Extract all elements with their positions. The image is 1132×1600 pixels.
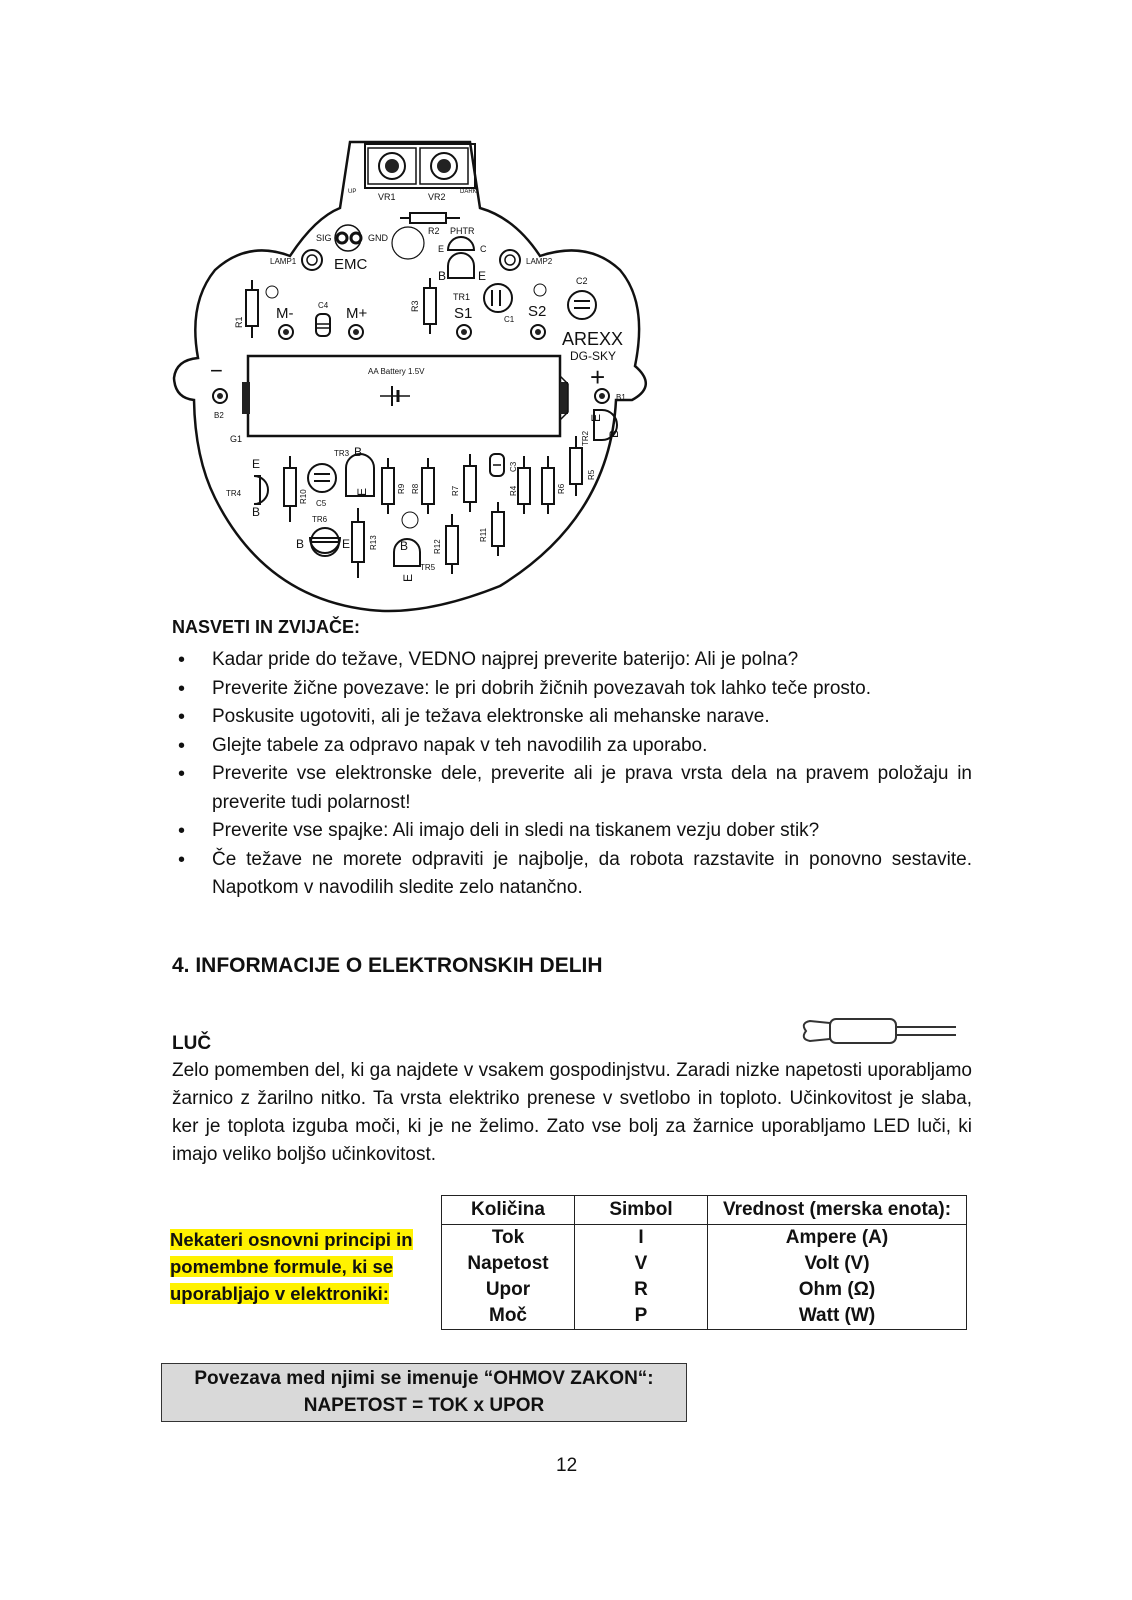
table-cell: Ampere (A) xyxy=(708,1225,967,1252)
pcb-label: R7 xyxy=(451,485,460,496)
luc-heading: LUČ xyxy=(172,1033,212,1054)
table-row xyxy=(442,1225,967,1252)
table-cell: Tok xyxy=(442,1225,575,1252)
pcb-label: S2 xyxy=(528,303,547,320)
column-header: Simbol xyxy=(575,1196,708,1225)
list-item: • Poskusite ugotoviti, ali je težava elektronske ali mehanske narave. xyxy=(172,703,972,732)
pcb-label: E xyxy=(355,487,369,496)
tips-heading: NASVETI IN ZVIJAČE: xyxy=(172,617,361,637)
pcb-label: TR6 xyxy=(312,515,328,524)
list-item: • Preverite vse elektronske dele, preverite ali je prava vrsta dela na pravem položaju in preverite tudi polarnost! xyxy=(172,760,972,817)
pcb-label: UP xyxy=(348,189,357,195)
column-header: Količina xyxy=(442,1196,575,1225)
luc-paragraph: Zelo pomemben del, ki ga najdete v vsakem gospodinjstvu. Zaradi nizke napetosti uporabljamo žarnico z žarilno nitko. Ta vrsta elektriko prenese v svetlobo in toploto. Učinkovitost je slaba, ker je toplota izguba moči, ki je ne želimo. Zato vse bolj za žarnice uporabljamo LED luči, ki imajo veliko boljšo učinkovitost. xyxy=(172,1060,972,1165)
table-cell: Watt (W) xyxy=(708,1303,967,1330)
pcb-label: B xyxy=(354,445,363,459)
pcb-label: R5 xyxy=(587,469,596,480)
table-row xyxy=(442,1277,967,1303)
ohm-law-box xyxy=(161,1363,687,1422)
ohm-law-line1: Povezava med njimi se imenuje “OHMOV ZAKON“: xyxy=(194,1368,654,1389)
table-header-row xyxy=(442,1196,967,1225)
section-heading: 4. INFORMACIJE O ELEKTRONSKIH DELIH xyxy=(172,954,603,977)
pcb-label: R4 xyxy=(509,485,518,496)
table-row xyxy=(442,1251,967,1277)
pcb-label: R1 xyxy=(234,316,244,328)
page-number: 12 xyxy=(556,1455,578,1476)
pcb-label: E xyxy=(252,457,261,471)
pcb-label: C3 xyxy=(509,461,518,472)
pcb-label: E xyxy=(438,244,445,254)
pcb-label: + xyxy=(590,362,606,392)
principles-note xyxy=(170,1226,414,1307)
pcb-label: GND xyxy=(368,233,388,243)
pcb-label: EMC xyxy=(334,256,368,273)
table-cell: R xyxy=(575,1277,708,1303)
pcb-label: AA Battery 1.5V xyxy=(368,367,425,376)
pcb-label: R12 xyxy=(433,539,442,554)
pcb-label: TR5 xyxy=(420,563,436,572)
units-table xyxy=(441,1195,967,1330)
table-cell: Moč xyxy=(442,1303,575,1330)
pcb-label: TR4 xyxy=(226,489,242,498)
pcb-label: TR2 xyxy=(581,430,590,446)
table-cell: Ohm (Ω) xyxy=(708,1277,967,1303)
table-cell: Upor xyxy=(442,1277,575,1303)
pcb-label: B xyxy=(252,505,261,519)
pcb-label: B xyxy=(607,429,621,438)
pcb-label: E xyxy=(401,573,415,582)
pcb-brand: AREXX xyxy=(562,329,624,349)
pcb-label: G1 xyxy=(230,434,243,444)
tips-list xyxy=(172,646,972,903)
pcb-label: C xyxy=(480,244,487,254)
list-item: • Kadar pride do težave, VEDNO najprej preverite baterijo: Ali je polna? xyxy=(172,646,972,675)
table-cell: P xyxy=(575,1303,708,1330)
pcb-label: E xyxy=(342,537,351,551)
pcb-label: E xyxy=(589,413,603,422)
table-cell: I xyxy=(575,1225,708,1252)
pcb-label: E xyxy=(478,269,487,283)
pcb-label: M- xyxy=(276,305,294,322)
pcb-label: M+ xyxy=(346,305,368,322)
table-row xyxy=(442,1303,967,1330)
pcb-diagram xyxy=(170,138,680,616)
pcb-label: R11 xyxy=(479,527,488,542)
pcb-label: TR1 xyxy=(453,292,471,302)
pcb-label: SIG xyxy=(316,233,332,243)
list-item: • Če težave ne morete odpraviti je najbolje, da robota razstavite in ponovno sestavite. Napotkom v navodilih sledite zelo natančno. xyxy=(172,846,972,903)
light-bulb-icon xyxy=(796,1013,956,1049)
pcb-label: R9 xyxy=(397,483,406,494)
column-header: Vrednost (merska enota): xyxy=(708,1196,967,1225)
table-cell: V xyxy=(575,1251,708,1277)
pcb-label: R8 xyxy=(411,483,420,494)
list-item: • Glejte tabele za odpravo napak v teh navodilih za uporabo. xyxy=(172,732,972,761)
pcb-label: B xyxy=(400,539,409,553)
pcb-model: DG-SKY xyxy=(570,349,617,363)
pcb-label: B xyxy=(438,269,447,283)
pcb-label: DARK xyxy=(460,189,477,195)
pcb-label: PHTR xyxy=(450,226,475,236)
table-cell: Napetost xyxy=(442,1251,575,1277)
pcb-label: B2 xyxy=(214,411,224,420)
pcb-label: B xyxy=(296,537,305,551)
pcb-label: B1 xyxy=(616,393,626,402)
pcb-label: C1 xyxy=(504,315,515,324)
pcb-label: VR1 xyxy=(378,192,396,202)
pcb-label: TR3 xyxy=(334,449,350,458)
list-item: • Preverite vse spajke: Ali imajo deli in sledi na tiskanem vezju dober stik? xyxy=(172,817,972,846)
pcb-label: LAMP1 xyxy=(270,257,297,266)
highlighted-note: Nekateri osnovni principi in pomembne formule, ki se uporabljajo v elektroniki: xyxy=(170,1229,413,1304)
pcb-label: C5 xyxy=(316,499,327,508)
table-cell: Volt (V) xyxy=(708,1251,967,1277)
pcb-label: R3 xyxy=(410,300,420,312)
pcb-label: LAMP2 xyxy=(526,257,553,266)
pcb-label: C4 xyxy=(318,301,329,310)
pcb-label: VR2 xyxy=(428,192,446,202)
pcb-label: − xyxy=(210,358,223,383)
pcb-label: R13 xyxy=(369,535,378,550)
ohm-law-formula: NAPETOST = TOK x UPOR xyxy=(303,1395,545,1416)
list-item: • Preverite žične povezave: le pri dobrih žičnih povezavah tok lahko teče prosto. xyxy=(172,675,972,704)
pcb-label: R6 xyxy=(557,483,566,494)
pcb-label: C2 xyxy=(576,276,588,286)
pcb-label: R10 xyxy=(299,489,308,504)
pcb-label: R2 xyxy=(428,226,440,236)
pcb-label: S1 xyxy=(454,305,473,322)
